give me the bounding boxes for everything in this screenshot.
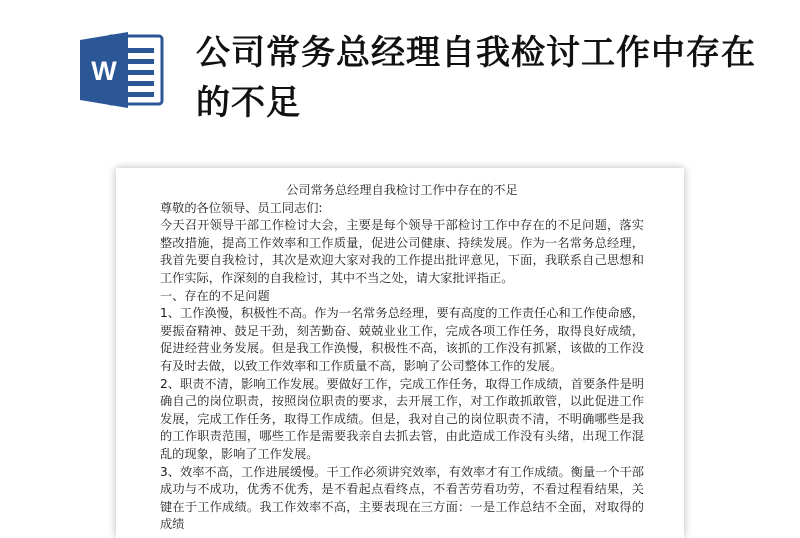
document-body bbox=[160, 182, 644, 534]
paragraph-item-1: 1、工作涣慢，积极性不高。作为一名常务总经理，要有高度的工作责任心和工作使命感，要振奋精神、鼓足干劲，刻苦勤奋、兢兢业业工作，完成各项工作任务，取得良好成绩，促进经营业务发展。但是我工作涣慢，积极性不高，该抓的工作没有抓紧，该做的工作没有及时去做，以致工作效率和工作质量不高，影响了公司整体工作的发展。 bbox=[160, 306, 644, 373]
document-page bbox=[116, 168, 684, 538]
page-title: 公司常务总经理自我检讨工作中存在的不足 bbox=[196, 33, 756, 123]
salutation: 尊敬的各位领导、员工同志们: bbox=[160, 200, 323, 215]
document-title: 公司常务总经理自我检讨工作中存在的不足 bbox=[286, 183, 518, 197]
paragraph-item-3: 3、效率不高，工作进展缓慢。干工作必须讲究效率，有效率才有工作成绩。衡量一个干部成功与不成功，优秀不优秀，是不看起点看终点，不看苦劳看功劳，不看过程看结果，关键在于工作成绩。我工作效率不高，主要表现在三方面：一是工作总结不全面，对取得的成绩 bbox=[160, 464, 644, 532]
word-icon bbox=[78, 30, 164, 110]
intro-paragraph: 今天召开领导干部工作检讨大会，主要是每个领导干部检讨工作中存在的不足问题，落实整改措施，提高工作效率和工作质量，促进公司健康、持续发展。作为一名常务总经理，我首先要自我检讨，其次是欢迎大家对我的工作提出批评意见，下面，我联系自己思想和工作实际，作深刻的自我检讨，其中不当之处，请大家批评指正。 bbox=[160, 218, 644, 285]
page-header bbox=[0, 0, 800, 140]
section-heading: 一、存在的不足问题 bbox=[160, 288, 270, 303]
svg-text:W: W bbox=[91, 56, 117, 86]
paragraph-item-2: 2、职责不清，影响工作发展。要做好工作，完成工作任务，取得工作成绩，首要条件是明确自己的岗位职责，按照岗位职责的要求，去开展工作，对工作敢抓敢管，以此促进工作发展，完成工作任务，取得工作成绩。但是，我对自己的岗位职责不清，不明确哪些是我的工作职责范围，哪些工作是需要我亲自去抓去管，由此造成工作没有头绪，出现工作混乱的现象，影响了工作发展。 bbox=[160, 376, 644, 461]
